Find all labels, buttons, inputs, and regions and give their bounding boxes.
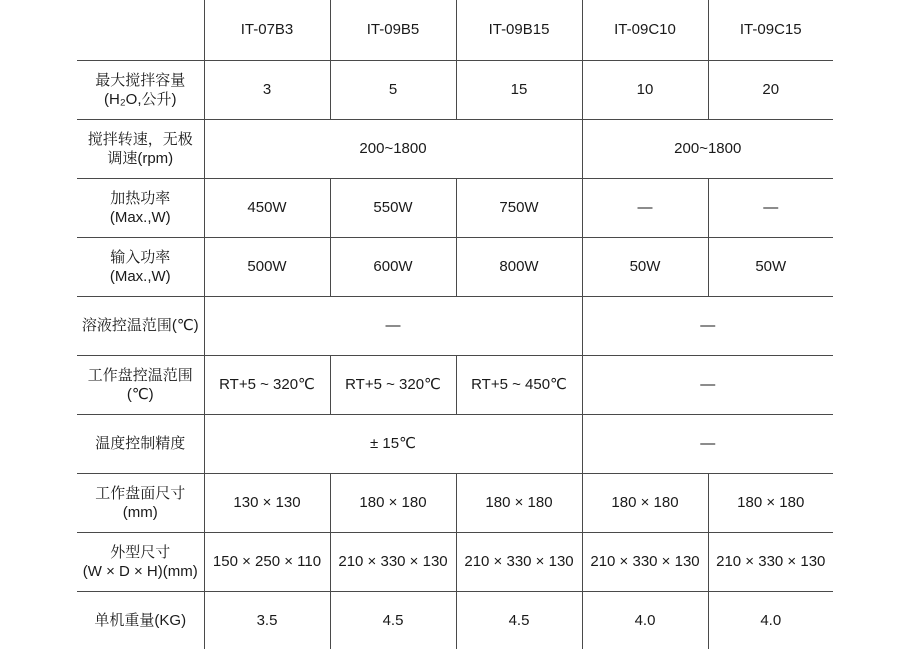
table-cell: 3 — [204, 60, 330, 119]
row-label — [77, 60, 204, 119]
row-label-line: 外型尺寸 — [110, 543, 171, 561]
row-label: 温度控制精度 — [77, 414, 204, 473]
row-label-line: 调速(rpm) — [107, 149, 174, 167]
row-label-line: (W × D × H)(mm) — [82, 562, 198, 580]
table-cell: 50W — [708, 237, 833, 296]
plate-size-row — [77, 473, 833, 532]
input-power-row — [77, 237, 833, 296]
table-cell: RT+5 ~ 450℃ — [456, 355, 582, 414]
model-header: IT-07B3 — [204, 0, 330, 60]
row-label: 单机重量(KG) — [77, 591, 204, 649]
model-header: IT-09C10 — [582, 0, 708, 60]
row-label-line: 最大搅拌容量 — [95, 71, 186, 89]
table-cell: 20 — [708, 60, 833, 119]
corner-cell — [77, 0, 204, 60]
table-cell: 130 × 130 — [204, 473, 330, 532]
merged-cell: — — [582, 296, 833, 355]
temp-accuracy-row — [77, 414, 833, 473]
table-cell: 4.5 — [330, 591, 456, 649]
heating-power-row — [77, 178, 833, 237]
table-cell: — — [708, 178, 833, 237]
table-cell: 750W — [456, 178, 582, 237]
row-label — [77, 355, 204, 414]
solution-temp-row — [77, 296, 833, 355]
row-label-line: 工作盘控温范围 — [87, 366, 193, 384]
speed-row — [77, 119, 833, 178]
merged-cell: ± 15℃ — [204, 414, 582, 473]
row-label-line: (Max.,W) — [109, 208, 171, 226]
table-cell: 550W — [330, 178, 456, 237]
row-label — [77, 532, 204, 591]
table-cell: 50W — [582, 237, 708, 296]
row-label: 溶液控温范围(℃) — [77, 296, 204, 355]
row-label-line: 搅拌转速，无极 — [87, 130, 193, 148]
row-label-line: (H₂O,公升) — [104, 90, 177, 108]
model-header: IT-09C15 — [708, 0, 833, 60]
table-cell: 210 × 330 × 130 — [456, 532, 582, 591]
table-cell: — — [582, 178, 708, 237]
weight-row — [77, 591, 833, 649]
table-cell: 800W — [456, 237, 582, 296]
table-cell: 4.0 — [582, 591, 708, 649]
table-cell: 500W — [204, 237, 330, 296]
table-cell: 180 × 180 — [582, 473, 708, 532]
row-label — [77, 473, 204, 532]
table-cell: 210 × 330 × 130 — [330, 532, 456, 591]
row-label — [77, 237, 204, 296]
merged-cell: — — [582, 355, 833, 414]
table-cell: 180 × 180 — [708, 473, 833, 532]
table-cell: 4.0 — [708, 591, 833, 649]
row-label-line: 输入功率 — [110, 248, 171, 266]
table-cell: 4.5 — [456, 591, 582, 649]
table-cell: 210 × 330 × 130 — [708, 532, 833, 591]
table-cell: 180 × 180 — [330, 473, 456, 532]
header-row — [77, 0, 833, 60]
merged-cell: 200~1800 — [204, 119, 582, 178]
table-cell: 600W — [330, 237, 456, 296]
row-label-line: 工作盘面尺寸 — [95, 484, 186, 502]
table-cell: 5 — [330, 60, 456, 119]
row-label-line: (Max.,W) — [109, 267, 171, 285]
table-cell: 10 — [582, 60, 708, 119]
row-label-line: (mm) — [122, 503, 158, 521]
row-label — [77, 178, 204, 237]
dimensions-row — [77, 532, 833, 591]
table-cell: 15 — [456, 60, 582, 119]
table-cell: 3.5 — [204, 591, 330, 649]
table-cell: 450W — [204, 178, 330, 237]
model-header: IT-09B15 — [456, 0, 582, 60]
row-label — [77, 119, 204, 178]
table-cell: 210 × 330 × 130 — [582, 532, 708, 591]
spec-table — [77, 0, 833, 649]
table-cell: 150 × 250 × 110 — [204, 532, 330, 591]
model-header: IT-09B5 — [330, 0, 456, 60]
table-cell: 180 × 180 — [456, 473, 582, 532]
merged-cell: — — [204, 296, 582, 355]
table-cell: RT+5 ~ 320℃ — [330, 355, 456, 414]
merged-cell: — — [582, 414, 833, 473]
merged-cell: 200~1800 — [582, 119, 833, 178]
capacity-row — [77, 60, 833, 119]
table-cell: RT+5 ~ 320℃ — [204, 355, 330, 414]
plate-temp-row — [77, 355, 833, 414]
row-label-line: 加热功率 — [110, 189, 171, 207]
row-label-line: (℃) — [126, 385, 154, 403]
